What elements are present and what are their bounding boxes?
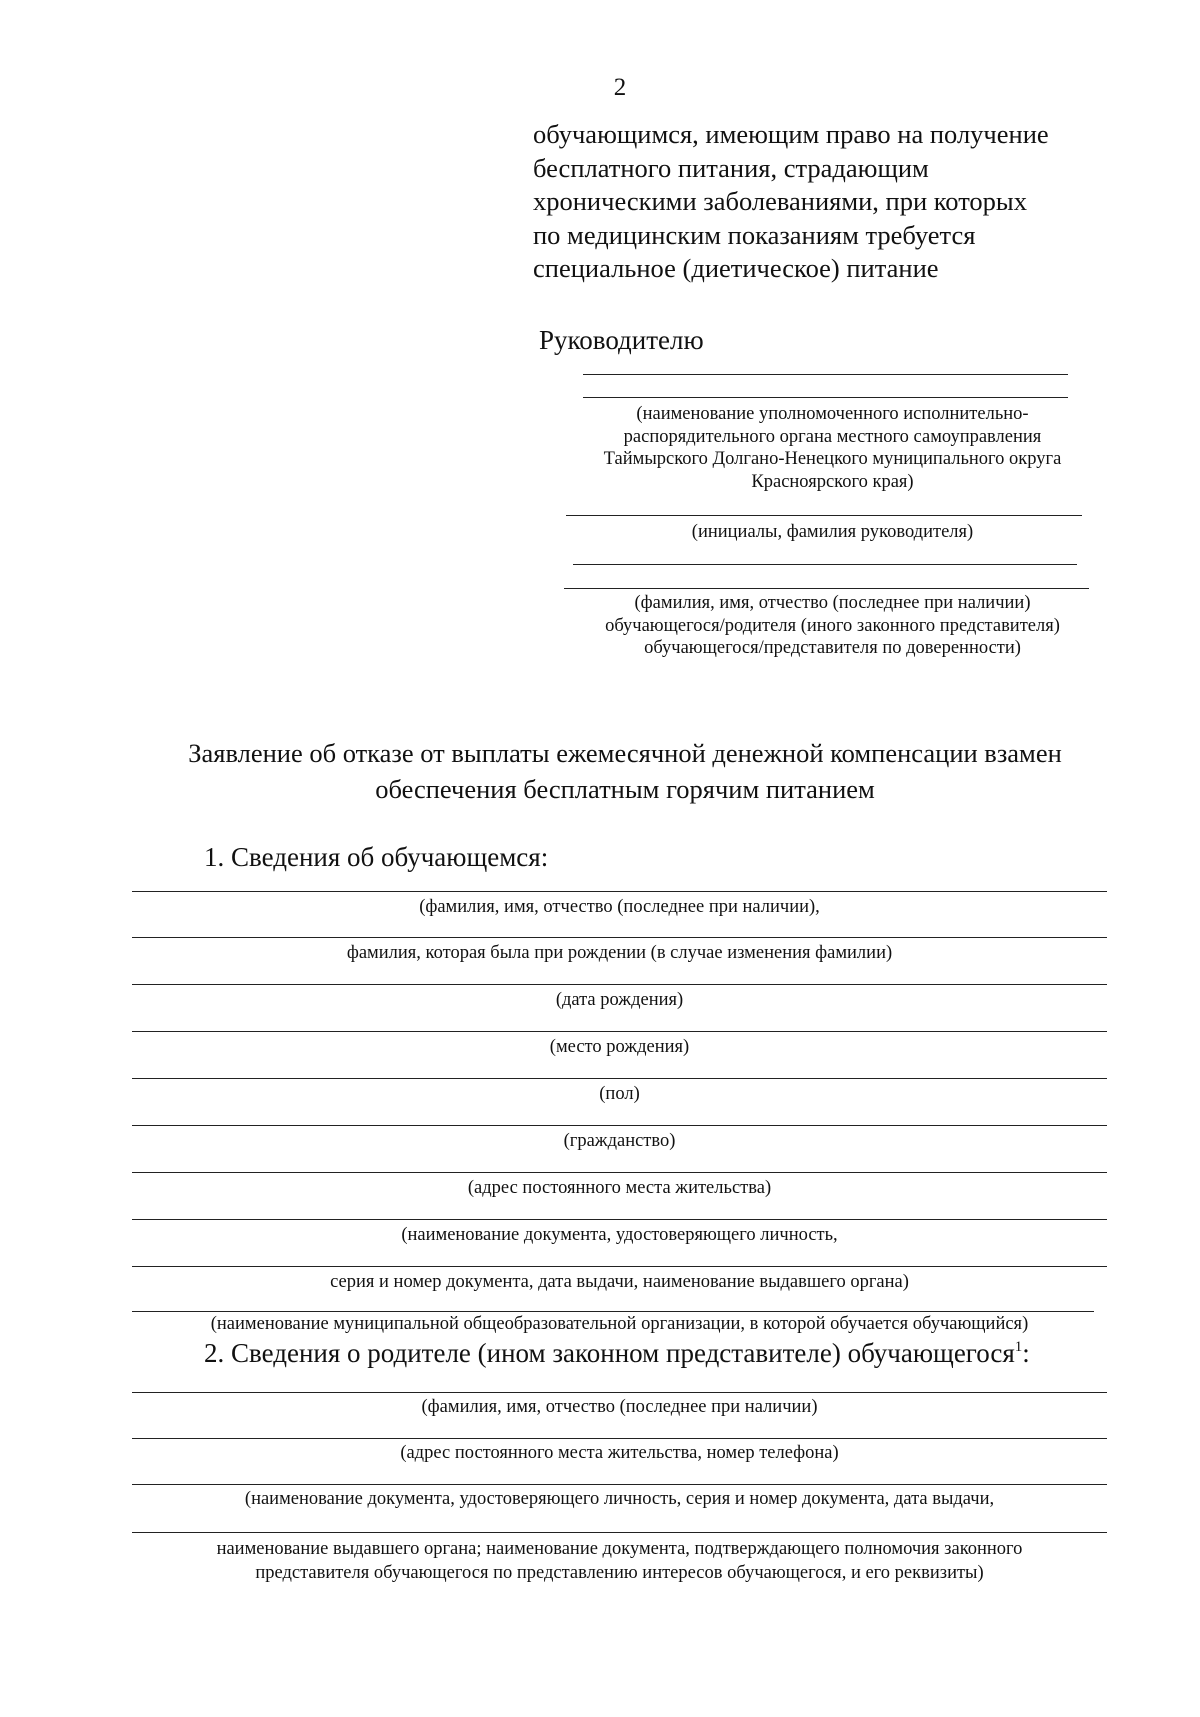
section2-field-caption-multiline: наименование выдавшего органа; наименование документа, подтверждающего полномочия законного представителя обучающегося по представлению интересов обучающегося, и его реквизиты) [216,1539,1023,1583]
appendix-heading-line: обучающимся, имеющим право на получение [533,119,1049,149]
section1-field-line[interactable] [132,1031,1107,1032]
page-number: 2 [613,74,627,101]
section2-field-caption: (адрес постоянного места жительства, номер телефона) [400,1443,839,1463]
section2-field-line[interactable] [132,1392,1107,1393]
authority-caption: (наименование уполномоченного исполнительно- распорядительного органа местного самоуправления Таймырского Долгано-Ненецкого муниципального округа Красноярского края) [603,404,1062,492]
appendix-heading-line: специальное (диетическое) питание [533,253,939,283]
section2-field-caption: (фамилия, имя, отчество (последнее при наличии) [421,1397,818,1417]
section1-field-caption: серия и номер документа, дата выдачи, наименование выдавшего органа) [330,1272,909,1292]
head-name-blank-line[interactable] [566,515,1082,516]
authority-blank-line-2[interactable] [583,397,1068,398]
section1-field-caption: (наименование документа, удостоверяющего личность, [401,1225,838,1245]
section1-field-caption: фамилия, которая была при рождении (в случае изменения фамилии) [346,943,893,963]
section1-field-caption: (фамилия, имя, отчество (последнее при наличии), [419,897,820,917]
document-title [60,735,1190,807]
section1-field-line[interactable] [132,891,1107,892]
authority-blank-line-1[interactable] [583,374,1068,375]
section2-field-line[interactable] [132,1484,1107,1485]
section1-field-line[interactable] [132,1172,1107,1173]
appendix-heading-line: по медицинским показаниям требуется [533,219,976,250]
applicant-blank-line-1[interactable] [573,564,1077,565]
section1-field-line[interactable] [132,1311,1094,1312]
section2-field-line[interactable] [132,1438,1107,1439]
section1-field-line[interactable] [132,1266,1107,1267]
applicant-caption: (фамилия, имя, отчество (последнее при наличии) обучающегося/родителя (иного законного представителя) обучающегося/представителя по доверенности) [605,593,1060,658]
section1-field-caption: (гражданство) [563,1131,676,1151]
applicant-blank-line-2[interactable] [564,588,1089,589]
head-caption: (инициалы, фамилия руководителя) [691,522,974,542]
recipient-label: Руководителю [539,325,704,355]
section1-field-line[interactable] [132,1125,1107,1126]
section1-field-line[interactable] [132,937,1107,938]
section1-field-caption: (пол) [599,1084,640,1104]
section1-field-caption: (дата рождения) [555,990,684,1010]
document-title-line: Заявление об отказе от выплаты ежемесячной денежной компенсации взамен [188,738,1062,768]
section1-heading: 1. Сведения об обучающемся: [204,842,549,872]
document-title-line: обеспечения бесплатным горячим питанием [375,774,875,804]
appendix-heading-line: бесплатного питания, страдающим [533,152,929,183]
section1-field-caption: (место рождения) [549,1037,690,1057]
section2-field-caption: (наименование документа, удостоверяющего личность, серия и номер документа, дата выдачи, [244,1489,995,1509]
appendix-heading [533,118,1093,286]
section1-field-caption: (адрес постоянного места жительства) [467,1178,772,1198]
appendix-heading-line: хроническими заболеваниями, при которых [533,186,1027,216]
footnote-mark: 1 [1014,1339,1023,1355]
section1-field-line[interactable] [132,984,1107,985]
section1-field-caption: (наименование муниципальной общеобразовательной организации, в которой обучается обучающийся) [210,1314,1029,1334]
section1-field-line[interactable] [132,1219,1107,1220]
section1-field-line[interactable] [132,1078,1107,1079]
section2-field-line[interactable] [132,1532,1107,1533]
section2-heading: 2. Сведения о родителе (ином законном представителе) обучающегося$^1$: [204,1338,1030,1368]
